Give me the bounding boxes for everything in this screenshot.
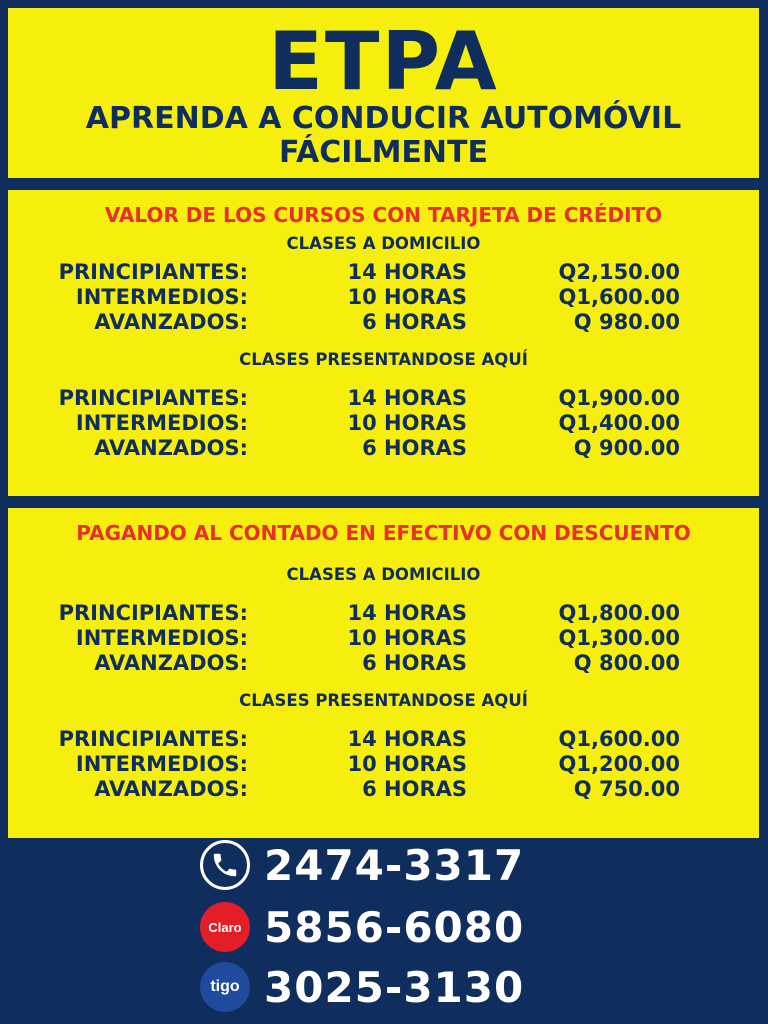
course-name: INTERMEDIOS: — [75, 626, 248, 650]
cash-prices-panel — [8, 508, 759, 838]
section-heading: PAGANDO AL CONTADO EN EFECTIVO CON DESCUENTO — [76, 521, 691, 545]
credit-card-prices-panel — [8, 190, 759, 496]
course-name: INTERMEDIOS: — [75, 285, 248, 309]
price-row — [8, 310, 759, 335]
group-label: CLASES A DOMICILIO — [286, 234, 481, 253]
subtitle — [8, 102, 759, 170]
price-row — [8, 285, 759, 310]
course-hours: 14 HORAS — [347, 386, 467, 410]
course-name: PRINCIPIANTES: — [58, 386, 248, 410]
price-table — [8, 601, 759, 676]
course-hours: 6 HORAS — [362, 436, 467, 460]
price-table — [8, 727, 759, 802]
price-row — [8, 777, 759, 802]
course-price: Q 750.00 — [573, 777, 680, 801]
phone-number: 2474-3317 — [264, 840, 525, 890]
course-name: INTERMEDIOS: — [75, 752, 248, 776]
phone-number: 5856-6080 — [264, 902, 525, 952]
course-price: Q1,600.00 — [558, 285, 680, 309]
header-panel — [8, 8, 759, 178]
course-price: Q1,300.00 — [558, 626, 680, 650]
course-name: AVANZADOS: — [94, 651, 248, 675]
price-row — [8, 752, 759, 777]
course-hours: 6 HORAS — [362, 651, 467, 675]
price-row — [8, 260, 759, 285]
subtitle-line-2: FÁCILMENTE — [279, 135, 488, 170]
contact-tigo[interactable] — [200, 958, 524, 1016]
course-price: Q 980.00 — [573, 310, 680, 334]
course-hours: 10 HORAS — [347, 752, 467, 776]
course-name: AVANZADOS: — [94, 777, 248, 801]
price-row — [8, 651, 759, 676]
course-price: Q 800.00 — [573, 651, 680, 675]
claro-logo-icon — [200, 902, 250, 952]
course-name: PRINCIPIANTES: — [58, 260, 248, 284]
tigo-logo-text: tigo — [210, 978, 240, 995]
course-name: AVANZADOS: — [94, 310, 248, 334]
course-price: Q2,150.00 — [558, 260, 680, 284]
course-price: Q 900.00 — [573, 436, 680, 460]
price-table — [8, 386, 759, 461]
course-price: Q1,400.00 — [558, 411, 680, 435]
course-hours: 14 HORAS — [347, 601, 467, 625]
course-hours: 14 HORAS — [347, 727, 467, 751]
course-price: Q1,600.00 — [558, 727, 680, 751]
course-hours: 6 HORAS — [362, 777, 467, 801]
group-label: CLASES PRESENTANDOSE AQUÍ — [239, 691, 528, 710]
course-name: AVANZADOS: — [94, 436, 248, 460]
tigo-logo-icon — [200, 962, 250, 1012]
course-hours: 10 HORAS — [347, 285, 467, 309]
course-name: PRINCIPIANTES: — [58, 601, 248, 625]
group-label: CLASES A DOMICILIO — [286, 565, 481, 584]
phone-icon — [200, 840, 250, 890]
price-row — [8, 626, 759, 651]
phone-number: 3025-3130 — [264, 962, 525, 1012]
group-label: CLASES PRESENTANDOSE AQUÍ — [239, 350, 528, 369]
section-heading: VALOR DE LOS CURSOS CON TARJETA DE CRÉDITO — [104, 203, 663, 227]
course-name: PRINCIPIANTES: — [58, 727, 248, 751]
course-price: Q1,800.00 — [558, 601, 680, 625]
brand-title: ETPA — [268, 15, 499, 108]
course-hours: 14 HORAS — [347, 260, 467, 284]
price-row — [8, 386, 759, 411]
contact-landline[interactable] — [200, 836, 524, 894]
contact-claro[interactable] — [200, 898, 524, 956]
price-table — [8, 260, 759, 335]
course-hours: 6 HORAS — [362, 310, 467, 334]
course-name: INTERMEDIOS: — [75, 411, 248, 435]
claro-logo-text: Claro — [208, 919, 242, 935]
price-row — [8, 601, 759, 626]
course-price: Q1,200.00 — [558, 752, 680, 776]
course-hours: 10 HORAS — [347, 411, 467, 435]
price-row — [8, 436, 759, 461]
course-price: Q1,900.00 — [558, 386, 680, 410]
subtitle-line-1: APRENDA A CONDUCIR AUTOMÓVIL — [85, 101, 682, 136]
price-row — [8, 411, 759, 436]
price-row — [8, 727, 759, 752]
course-hours: 10 HORAS — [347, 626, 467, 650]
